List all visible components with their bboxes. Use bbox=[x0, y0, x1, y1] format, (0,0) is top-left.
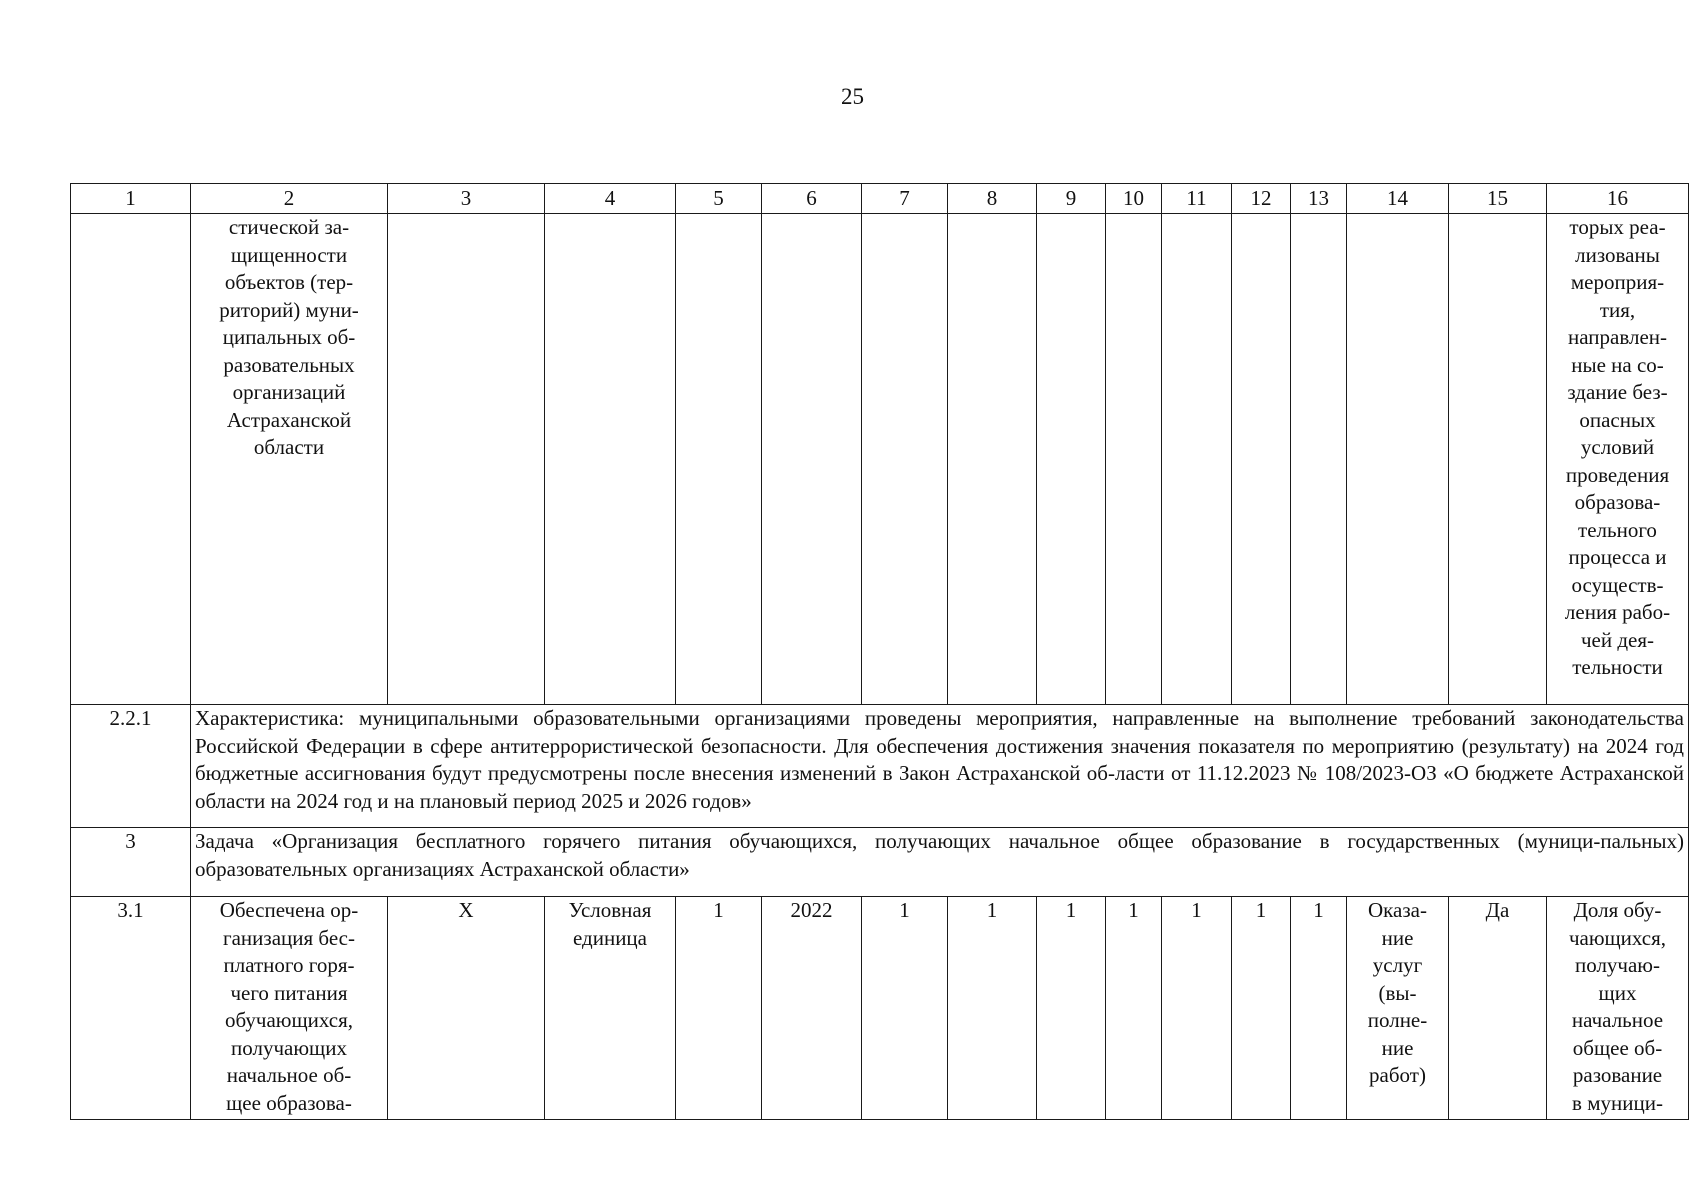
cell-description: Доля обу- чающихся, получаю- щих начальное общее об- разование в муници- bbox=[1547, 897, 1689, 1120]
table-row-2-2-1 bbox=[71, 705, 1689, 828]
column-header: 4 bbox=[545, 184, 676, 214]
cell-col11: 1 bbox=[1162, 897, 1232, 1120]
cell-empty bbox=[1449, 214, 1547, 705]
column-header: 13 bbox=[1291, 184, 1347, 214]
cell-empty bbox=[948, 214, 1037, 705]
column-header: 3 bbox=[388, 184, 545, 214]
row-number: 3.1 bbox=[71, 897, 191, 1120]
column-header: 7 bbox=[862, 184, 948, 214]
cell-empty bbox=[1162, 214, 1232, 705]
row-number: 2.2.1 bbox=[71, 705, 191, 828]
table-row-continuation bbox=[71, 214, 1689, 705]
cell-base-year: 2022 bbox=[762, 897, 862, 1120]
cell-event-type: Оказа- ние услуг (вы- полне- ние работ) bbox=[1347, 897, 1449, 1120]
results-table bbox=[70, 183, 1689, 1120]
cell-empty bbox=[71, 214, 191, 705]
row-number: 3 bbox=[71, 828, 191, 897]
column-header: 6 bbox=[762, 184, 862, 214]
cell-col13: 1 bbox=[1291, 897, 1347, 1120]
column-header: 9 bbox=[1037, 184, 1106, 214]
table-row-3 bbox=[71, 828, 1689, 897]
column-header: 16 bbox=[1547, 184, 1689, 214]
cell-col5: 1 bbox=[676, 897, 762, 1120]
row-characteristic-text: Характеристика: муниципальными образовательными организациями проведены мероприятия, направленные на выполнение требований законодательства Российской Федерации в сфере антитеррористической безопасности. Для обеспечения достижения значения показателя по мероприятию (результату) на 2024 год бюджетные ассигнования будут предусмотрены после внесения изменений в Закон Астраханской об-ласти от 11.12.2023 № 108/2023-ОЗ «О бюджете Астраханской области на 2024 год и на плановый период 2025 и 2026 годов» bbox=[191, 705, 1689, 828]
column-header: 8 bbox=[948, 184, 1037, 214]
cell-empty bbox=[1037, 214, 1106, 705]
table-row-3-1 bbox=[71, 897, 1689, 1120]
cell-event-name: Обеспечена ор- ганизация бес- платного горя- чего питания обучающихся, получающих начальное об- щее образова- bbox=[191, 897, 388, 1120]
cell-col15: Да bbox=[1449, 897, 1547, 1120]
cell-empty bbox=[862, 214, 948, 705]
column-header: 12 bbox=[1232, 184, 1291, 214]
column-header: 10 bbox=[1106, 184, 1162, 214]
column-header: 5 bbox=[676, 184, 762, 214]
cell-col3: X bbox=[388, 897, 545, 1120]
cell-col8: 1 bbox=[948, 897, 1037, 1120]
cell-empty bbox=[762, 214, 862, 705]
cell-empty bbox=[388, 214, 545, 705]
cell-col12: 1 bbox=[1232, 897, 1291, 1120]
cell-description-continued: торых реа- лизованы мероприя- тия, направлен- ные на со- здание без- опасных условий проведения образова- тельного процесса и осуществ- ления рабо- чей дея- тельности bbox=[1547, 214, 1689, 705]
page-number: 25 bbox=[841, 84, 864, 109]
column-header: 11 bbox=[1162, 184, 1232, 214]
column-header: 14 bbox=[1347, 184, 1449, 214]
cell-empty bbox=[676, 214, 762, 705]
column-header: 15 bbox=[1449, 184, 1547, 214]
table-header-row bbox=[71, 184, 1689, 214]
cell-empty bbox=[1347, 214, 1449, 705]
row-task-text: Задача «Организация бесплатного горячего питания обучающихся, получающих начальное общее образование в государственных (муници-пальных) образовательных организациях Астраханской области» bbox=[191, 828, 1689, 897]
cell-col10: 1 bbox=[1106, 897, 1162, 1120]
cell-unit: Условная единица bbox=[545, 897, 676, 1120]
cell-col7: 1 bbox=[862, 897, 948, 1120]
column-header: 2 bbox=[191, 184, 388, 214]
cell-empty bbox=[1232, 214, 1291, 705]
cell-empty bbox=[545, 214, 676, 705]
cell-event-name-continued: стической за- щищенности объектов (тер- риторий) муни- ципальных об- разовательных организаций Астраханской области bbox=[191, 214, 388, 705]
cell-empty bbox=[1291, 214, 1347, 705]
column-header: 1 bbox=[71, 184, 191, 214]
cell-col9: 1 bbox=[1037, 897, 1106, 1120]
cell-empty bbox=[1106, 214, 1162, 705]
